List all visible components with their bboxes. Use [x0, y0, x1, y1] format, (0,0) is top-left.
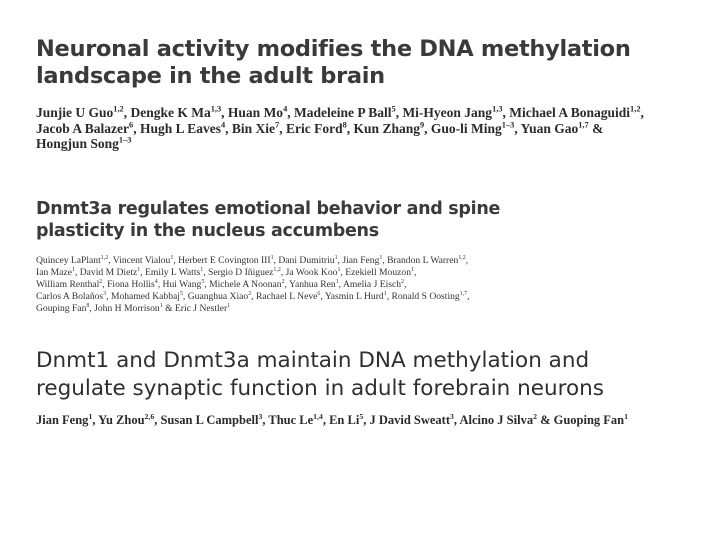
- paper-1-title: [36, 36, 696, 90]
- paper-2-title: [36, 198, 696, 242]
- paper-3-title-line-2: regulate synaptic function in adult forebrain neurons: [36, 376, 604, 401]
- paper-3: [36, 347, 696, 428]
- paper-3-title-line-1: Dnmt1 and Dnmt3a maintain DNA methylation and: [36, 348, 590, 373]
- paper-2: [36, 198, 696, 315]
- paper-3-authors: Jian Feng$^1$, Yu Zhou$^{2,6}$, Susan L Campbell$^3$, Thuc Le$^{1,4}$, En Li$^5$, J David Sweatt$^3$, Alcino J Silva$^2$ & Guoping Fan$^1$: [36, 411, 629, 427]
- paper-3-title: [36, 347, 696, 403]
- paper-1-authors: Junjie U Guo$^{1,2}$, Dengke K Ma$^{1,3}$, Huan Mo$^4$, Madeleine P Ball$^5$, Mi-Hyeon Jang$^{1,3}$, Michael A Bonaguidi$^{1,2}$, Jacob A Balazer$^6$, Hugh L Eaves$^4$, Bin Xie$^7$, Eric Ford$^8$, Kun Zhang$^9$, Guo-li Ming$^{1-3}$, Yuan Gao$^{1,7}$ & Hongjun Song$^{1-3}$: [36, 104, 644, 151]
- paper-2-title-line-1: Dnmt3a regulates emotional behavior and spine: [36, 199, 501, 219]
- paper-2-authors: Quincey LaPlant$^{1,2}$, Vincent Vialou$^1$, Herbert E Covington III$^1$, Dani Dumitriu$^1$, Jian Feng$^1$, Brandon L Warren$^{1,2}$, Ian Maze$^1$, David M Dietz$^1$, Emily L Watts$^1$, Sergio D Iñiguez$^{1,2}$, Ja Wook Koo$^1$, Ezekiell Mouzon$^1$, William Renthal$^2$, Fiona Hollis$^4$, Hui Wang$^5$, Michele A Noonan$^2$, Yanhua Ren$^1$, Amelia J Eisch$^2$, Carlos A Bolaños$^3$, Mohamed Kabbaj$^5$, Guanghua Xiao$^2$, Rachael L Neve$^6$, Yasmin L Hurd$^1$, Ronald S Oosting$^{1,7}$, Gouping Fan$^8$, John H Morrison$^1$ & Eric J Nestler$^1$: [36, 254, 470, 314]
- paper-1-title-line-2: landscape in the adult brain: [36, 63, 385, 89]
- paper-1: [36, 36, 696, 152]
- paper-2-title-line-2: plasticity in the nucleus accumbens: [36, 221, 379, 241]
- paper-1-title-line-1: Neuronal activity modifies the DNA methylation: [36, 36, 631, 62]
